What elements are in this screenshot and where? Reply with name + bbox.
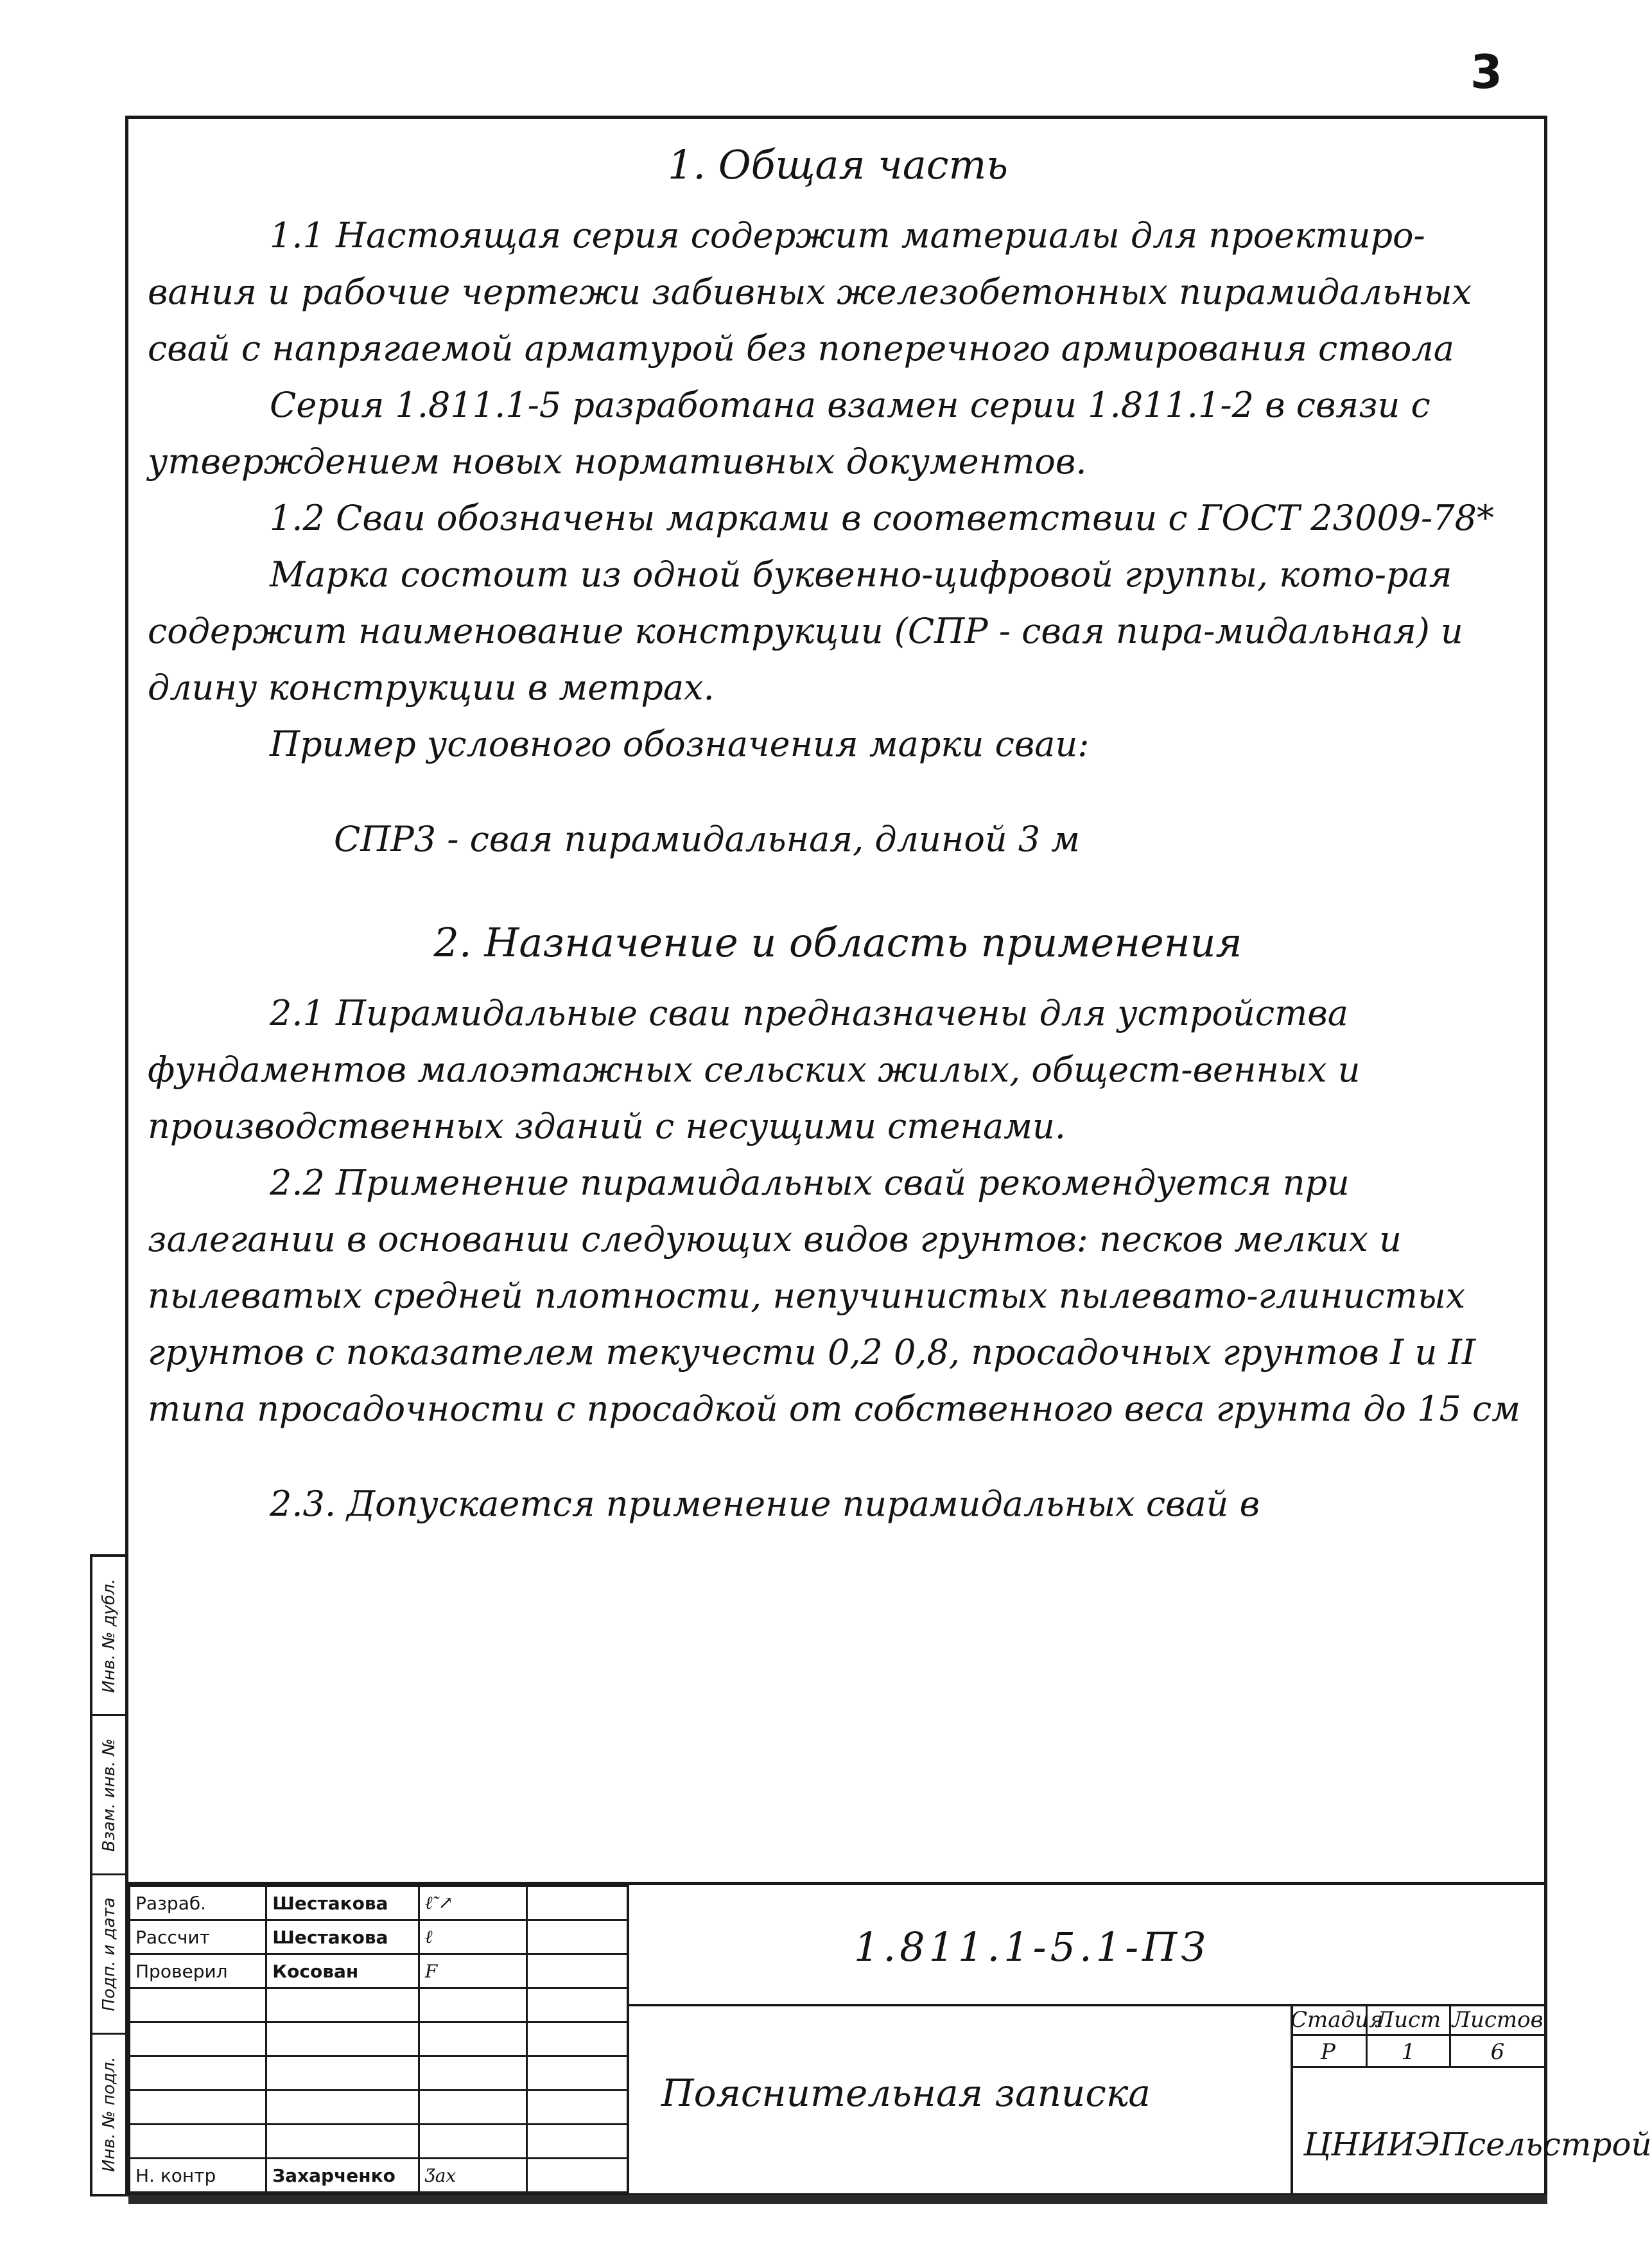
page-number: 3 <box>1470 45 1503 99</box>
document-name: Пояснительная записка <box>661 2071 1151 2115</box>
paragraph-2-2: 2.2 Применение пирамидальных свай рекомендуется при залегании в основании следующих видов грунтов: песков мелких и пылеватых средней плотности, непучинистых пылевато-глинистых грунтов с показателем текучести 0,2 0,8, просадочных грунтов I и II типа просадочности с просадкой от собственного веса грунта до 15 см <box>148 1162 1520 1429</box>
side-stamp-cell: Взам. инв. № <box>92 1716 125 1875</box>
sheets-value: 6 <box>1451 2036 1544 2068</box>
table-row: Рассчит Шестакова ℓ <box>130 1920 629 1954</box>
section-1-title: 1. Общая часть <box>667 141 1009 188</box>
example-text: СПР3 - свая пирамидальная, длиной 3 м <box>334 819 1081 859</box>
table-row: Н. контр Захарченко Ʒaх <box>130 2159 629 2193</box>
sheet-value: 1 <box>1368 2036 1451 2068</box>
document-body <box>148 128 1528 1532</box>
sheets-label: Листов <box>1451 2004 1544 2036</box>
table-row: Разраб. Шестакова ℓ̃ ↗ <box>130 1886 629 1920</box>
paragraph-2-1: 2.1 Пирамидальные сваи предназначены для устройства фундаментов малоэтажных сельских жилых, общест-венных и производственных зданий с несущими стенами. <box>148 993 1361 1146</box>
side-stamp-cell: Инв. № подл. <box>99 2056 119 2172</box>
signature-table <box>128 1885 629 2193</box>
table-row <box>130 1988 629 2022</box>
paragraph-1-2: 1.2 Сваи обозначены марками в соответствии с ГОСТ 23009-78* <box>270 498 1495 538</box>
paragraph-series: Серия 1.811.1-5 разработана взамен серии 1.811.1-2 в связи с утверждением новых нормативных документов. <box>148 385 1430 482</box>
title-block <box>128 1882 1652 2193</box>
table-row <box>130 2056 629 2091</box>
side-stamp-cell: Инв. № дубл. <box>92 1557 125 1716</box>
stage-value: Р <box>1291 2036 1368 2068</box>
table-row: Проверил Косован F <box>130 1954 629 1988</box>
table-row <box>130 2022 629 2056</box>
example-title: Пример условного обозначения марки сваи: <box>270 724 1090 764</box>
side-stamp-cell: Подп. и дата <box>92 1875 125 2035</box>
table-row <box>130 2125 629 2159</box>
document-code: 1.811.1-5.1-ПЗ <box>854 1924 1210 1970</box>
stage-grid <box>1291 2004 1544 2068</box>
paragraph-mark: Марка состоит из одной буквенно-цифровой группы, кото-рая содержит наименование конструкции (СПР - свая пира-мидальная) и длину конструкции в метрах. <box>148 554 1463 708</box>
table-row <box>130 2091 629 2125</box>
sheet-label: Лист <box>1368 2004 1451 2036</box>
side-stamp <box>90 1554 125 2196</box>
paragraph-1-1: 1.1 Настоящая серия содержит материалы для проектиро-вания и рабочие чертежи забивных железобетонных пирамидальных свай с напрягаемой арматурой без поперечного армирования ствола <box>148 215 1472 369</box>
organization: ЦНИИЭПсельстрой <box>1303 2126 1652 2163</box>
stage-label: Стадия <box>1291 2004 1368 2036</box>
section-2-title: 2. Назначение и область применения <box>433 919 1242 966</box>
bottom-rule <box>128 2195 1547 2204</box>
paragraph-2-3: 2.3. Допускается применение пирамидальных свай в <box>270 1484 1260 1524</box>
